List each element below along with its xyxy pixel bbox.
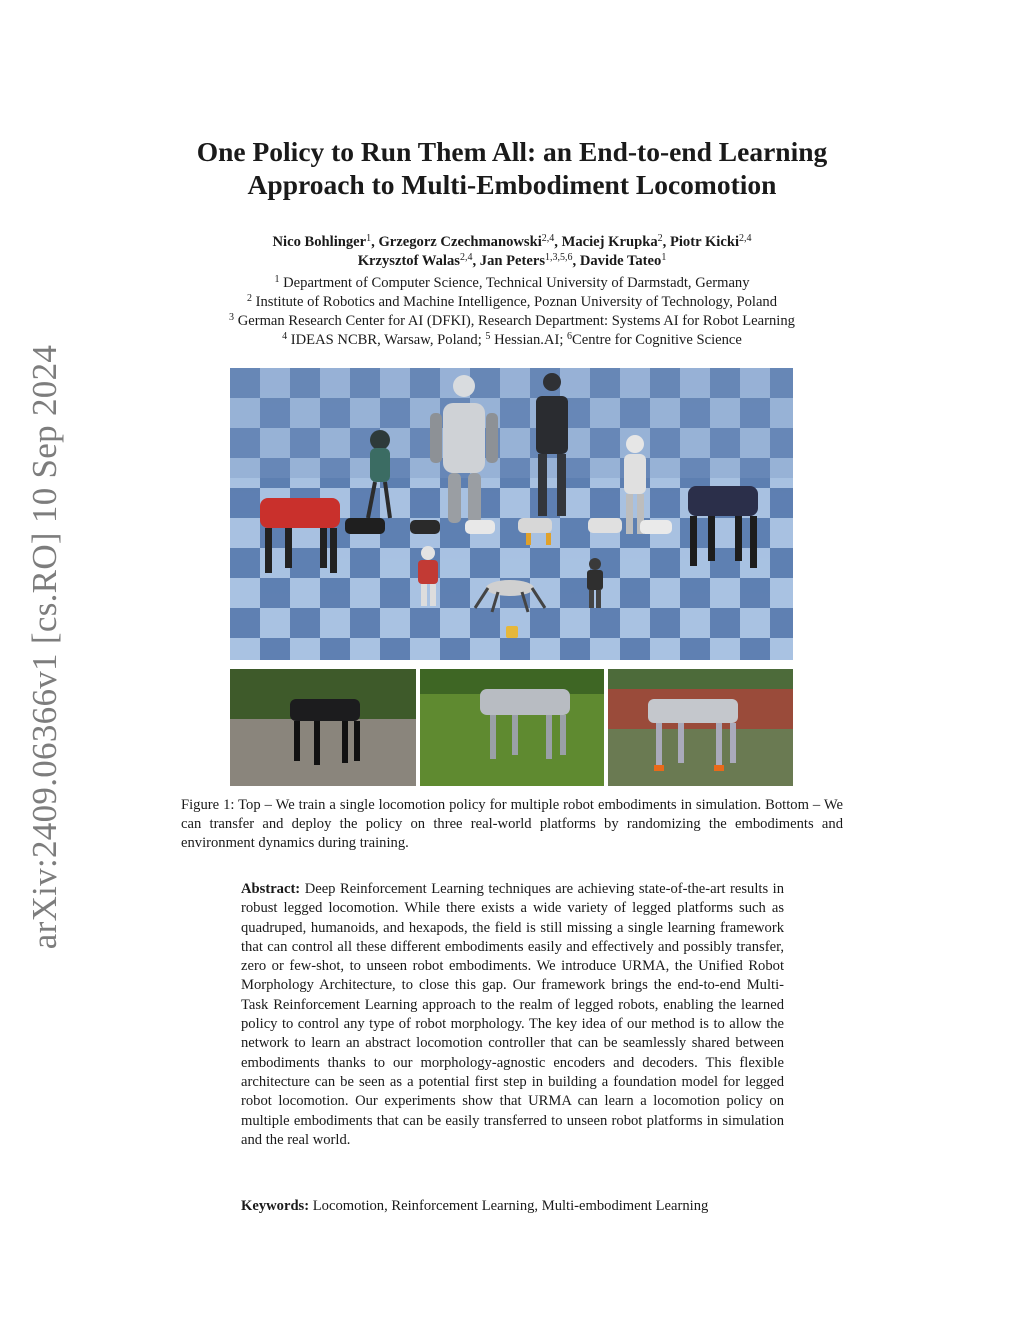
author-name: Maciej Krupka [561,234,658,250]
photo-1-scene [230,669,416,786]
paper-title [150,135,874,201]
author-name: Jan Peters [479,253,546,269]
real-robot-photo-3 [608,669,793,786]
figure-caption: Figure 1: Top – We train a single locomotion policy for multiple robot embodiments in simulation. Bottom – We can transfer and deploy the policy on three real-world platforms by randomizing the embodiments and environment dynamics during training. [181,797,843,851]
author-line-1: Nico Bohlinger$^1$, Grzegorz Czechmanowski$^{2,4}$, Maciej Krupka$^2$, Piotr Kicki$^{2,4}$ [272,233,752,250]
affiliation-2: $^2$ Institute of Robotics and Machine Intelligence, Poznan University of Technology, Poland [246,293,778,310]
affiliation-1: $^1$ Department of Computer Science, Technical University of Darmstadt, Germany [274,274,750,291]
checkerboard-floor [230,368,793,660]
abstract-text: Deep Reinforcement Learning techniques are achieving state-of-the-art results in robust legged locomotion. While there exists a wide variety of legged platforms such as quadruped, humanoids, and hexapods, the field is still missing a single learning framework that can control all these different embodiments easily and effectively and possibly transfer, zero or few-shot, to unseen robot embodiments. We introduce URMA, the Unified Robot Morphology Architecture, to close this gap. Our framework brings the end-to-end Multi-Task Reinforcement Learning approach to the realm of legged robots, enabling the learned policy to control any type of robot morphology. The key idea of our method is to allow the network to learn an abstract locomotion controller that can be seamlessly shared between embodiments thanks to our morphology-agnostic encoders and decoders. This flexible architecture can be seen as a potential first step in building a foundation model for legged robot locomotion. Our experiments show that URMA can learn a locomotion policy on multiple embodiments that can be easily transferred to unseen robot platforms in simulation and the real world. [241,881,784,1148]
affiliation-list [150,274,874,350]
photo-3-scene [608,669,793,786]
tiny-robot [506,626,518,638]
real-robot-photo-2 [420,669,604,786]
keywords-label: Keywords: [241,1198,310,1214]
abstract-label: Abstract: [241,881,301,897]
keywords [241,1197,784,1216]
simulation-figure [230,368,793,660]
title-line-1: One Policy to Run Them All: an End-to-end Learning [196,136,828,167]
keywords-text: Locomotion, Reinforcement Learning, Multi-embodiment Learning [312,1198,709,1214]
author-name: Piotr Kicki [669,234,739,250]
author-name: Nico Bohlinger [272,234,367,250]
affiliation-4: $^4$ IDEAS NCBR, Warsaw, Poland; $^5$ Hessian.AI; $^6$Centre for Cognitive Science [282,331,742,348]
arxiv-stamp: arXiv:2409.06366v1 [cs.RO] 10 Sep 2024 [25,344,64,950]
abstract [241,880,784,1150]
author-name: Krzysztof Walas [357,253,460,269]
real-robot-photo-1 [230,669,416,786]
author-name: Grzegorz Czechmanowski [378,234,542,250]
affiliation-3: $^3$ German Research Center for AI (DFKI), Research Department: Systems AI for Robot Learning [229,312,795,329]
author-line-2: Krzysztof Walas$^{2,4}$, Jan Peters$^{1,3,5,6}$, Davide Tateo$^1$ [357,252,667,269]
photo-2-scene [420,669,604,786]
title-line-2: Approach to Multi-Embodiment Locomotion [247,169,777,200]
author-name: Davide Tateo [579,253,662,269]
author-list [150,233,874,271]
